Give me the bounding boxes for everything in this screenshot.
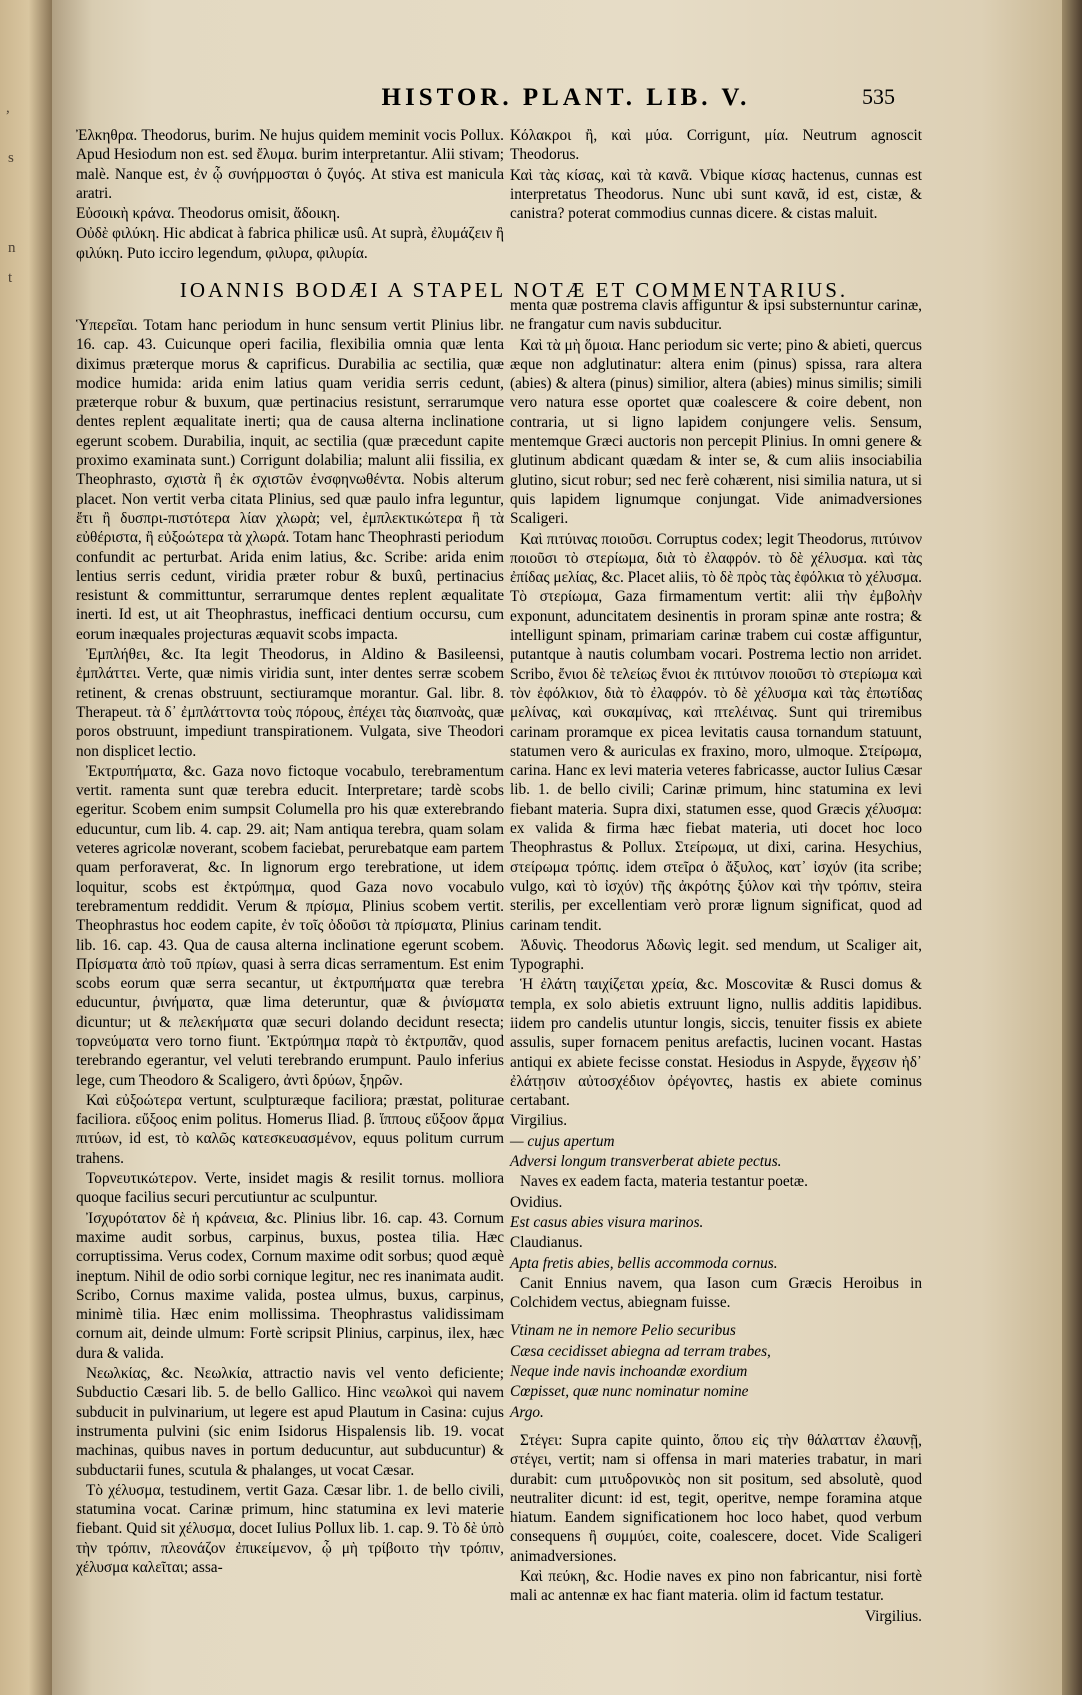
note: Κόλακροι ἢ, καὶ μύα. Corrigunt, μία. Neutrum agnoscit Theodorus. — [510, 127, 922, 164]
commentary-paragraph: Καὶ εὐξοώτερα vertunt, sculpturæque faciliora; præstat, politurae faciliora. εὔξοος enim politus. Homerus Iliad. β. ἵππους εὔξοον ἅρμα πιτύων, id est, τὸ καλῶς κατεσκευασμένον, equus politum currum trahens. — [76, 1091, 504, 1167]
margin-fragment: n — [8, 240, 16, 256]
notes-left-column — [76, 126, 504, 264]
poet-name: Virgilius. — [510, 1112, 568, 1130]
page-number: 535 — [862, 84, 895, 109]
commentary-paragraph: Ἐμπλήθει, &c. Ita legit Theodorus, in Aldino & Basileensi, ἐμπλάττει. Verte, quæ nimis viridia sunt, inter dentes serræ scobem retinent, & crenas obstruunt, sectiuramque morantur. Gal. libr. 8. Therapeut. τὰ δ᾽ ἐμπλάττοντα τοὺς πόρους, ἐπέχει τὰς διαπνοὰς, quæ poros obstruunt, impediunt transpirationem. Vulgata, sive Theodori non displicet lectio. — [76, 646, 504, 760]
verse-line: Adversi longum transverberat abiete pectus. — [510, 1153, 782, 1171]
commentary-paragraph: Καὶ πεύκη, &c. Hodie naves ex pino non fabricantur, nisi fortè mali ac antennæ ex hac fiant materia. olim id factum testatur. — [510, 1568, 922, 1605]
poet-name: Ovidius. — [510, 1193, 563, 1211]
notes-right-column — [510, 126, 922, 224]
commentary-paragraph: Στέγει: Supra capite quinto, ὅπου εἰς τὴν θάλατταν ἐλαυνῇ, στέγει, vertit; nam si offensa in mari materies trabatur, in mari durabit: cum μιτυδρονικὸς non sit positum, sed absolutè, quod neutraliter dicunt: id est, tegit, operitve, nempe foramina atque hiatum. Eandem significationem hoc loco habet, quod verbum consequens ἢ συμμύει, coite, coalescere, docet. Vide Scaligeri animadversiones. — [510, 1431, 922, 1565]
verse-line: Est casus abies visura marinos. — [510, 1213, 704, 1231]
note: Ἐλκηθρα. Theodorus, burim. Ne hujus quidem meminit vocis Pollux. Apud Hesiodum non est. sed ἔλυμα. burim interpretantur. Alii stivam; malè. Nanque est, ἐν ᾧ συνήρμοσται ὁ ζυγός. At stiva est manicula aratri. — [76, 127, 504, 202]
section-heading: IOANNIS BODÆI A STAPEL NOTÆ ET COMMENTARIUS. — [179, 278, 849, 302]
verse-commentary: Canit Ennius navem, qua Iason cum Græcis Heroibus in Colchidem vectus, abiegnam fuisse. — [510, 1274, 922, 1312]
commentary-paragraph: Ἰσχυρότατον δὲ ἡ κράνεια, &c. Plinius libr. 16. cap. 43. Cornum maxime audit sorbus, carpinus, buxus, postea tilia. Hæc corruptissima. Verus codex, Cornum maxime odit sorbus; quod æquè ineptum. Nihil de odio sorbi cornique legitur, nec res inanimata audit. Scribo, Cornus maxime valida, postea ulmus, buxus, carpinus, minimè tilia. Hæc enim mollissima. Theophrastus validissimam cornum ait, deinde ulmum: Fortè scripsit Plinius, carpinus, ilex, hæc dura & valida. — [76, 1209, 504, 1362]
facing-page-edge — [0, 0, 52, 1695]
commentary-paragraph: Καὶ τὰ μὴ ὅμοια. Hanc periodum sic verte; pino & abieti, quercus æque non adglutinatur: altera enim (pinus) spissa, rara altera (abies) & altera (pinus) similior, altera (abies) minus similis; simili vero natura esse oportet quæ coalescere & coire debent, non contraria, ut si ligno lapidem conjungere velis. Sensum, mentemque Græci auctoris non percepit Plinius. In omni genere & glutinum abdicant quædam & inter se, & cum aliis insociabilia glutino, sicut robur; sed nec ferè cohærent, nisi similia natura, ut si quis lapidem lignumque conjungat. Vide animadversiones Scaligeri. — [510, 336, 922, 528]
verse-line: Cœpisset, quæ nunc nominatur nomine — [510, 1383, 749, 1401]
poet-name: Claudianus. — [510, 1234, 583, 1252]
commentary-paragraph: Τορνευτικώτερον. Verte, insidet magis & resilit tornus. molliora quoque facilius securi percutiuntur ac sculpuntur. — [76, 1170, 504, 1207]
margin-fragment: s — [8, 150, 14, 166]
commentary-paragraph: menta quæ postrema clavis affiguntur & ipsi substernuntur carinæ, ne frangatur cum navis subducitur. — [510, 297, 922, 334]
verse-line: Apta fretis abies, bellis accommoda cornus. — [510, 1254, 778, 1272]
running-head: HISTOR. PLANT. LIB. V. — [381, 84, 751, 111]
verse-commentary: Naves ex eadem facta, materia testantur poetæ. — [520, 1173, 808, 1191]
margin-fragment: t — [8, 270, 13, 286]
commentary-right-column — [510, 296, 922, 1627]
verse-line: Vtinam ne in nemore Pelio securibus — [510, 1322, 736, 1340]
commentary-left-column — [76, 316, 504, 1578]
margin-fragment: , — [6, 100, 10, 116]
commentary-paragraph: Ἡ ἐλάτη ταιχίζεται χρεία, &c. Moscovitæ & Rusci domus & templa, ex solo abietis extruunt ligno, nullis additis lapidibus. iidem pro candelis utuntur longis, siccis, tenuiter fissis ex abiete assulis, super fornacem penitus arefactis, lucinen vocant. Hastas antiqui ex abiete fecisse constat. Hesiodus in Aspyde, ἔγχεσιν ἠδ᾽ ἐλάτῃσιν αὐτοσχέδιον ὀρέγοντες, hastis ex abiete cominus certabant. — [510, 976, 922, 1110]
page-edge-shadow — [1062, 0, 1082, 1695]
note: Εὐσοικὴ κράνα. Theodorus omisit, ἄδοικη. — [76, 205, 341, 223]
verse-line: Argo. — [510, 1403, 544, 1421]
note: Καὶ τὰς κίσας, καὶ τὰ κανᾶ. Vbique κίσας hactenus, cunnas est interpretatus Theodorus. Nunc ubi sunt κανᾶ, id est, cistæ, & canistra? poterat commodius cunnas dicere. & cistas maluit. — [510, 166, 922, 223]
commentary-paragraph: Ἐκτρυπήματα, &c. Gaza novo fictoque vocabulo, terebramentum vertit. ramenta sunt quæ terebra educit. Interpretare; tardè scobs egeritur. Scobem enim sumpsit Columella pro his quæ exterebrando educuntur, cum lib. 4. cap. 29. ait; Nam antiqua terebra, quam solam veteres agricolæ noverant, scobem faciebat, perurebatque eam partem quam perforaverat, &c. In lignorum ergo terebratione, ut idem loquitur, scobs est ἐκτρύπημα, quod Gaza novo vocabulo terebramentum reddidit. Verum & πρίσμα, Plinius scobem vertit. Theophrastus hoc eodem capite, ἐν τοῖς ὀδοῦσι τὰ πρίσματα, Plinius lib. 16. cap. 43. Qua de causa alterna inclinatione egerunt scobem. Πρίσματα ἀπὸ τοῦ πρίων, quasi à serra dicas serramentum. Est enim scobs eorum quæ serra secantur, ut ἐκτρυπήματα quæ terebra educuntur, ῥινήματα, quæ lima deteruntur, quæ & ῥινίσματα dicuntur; ut & πελεκήματα quæ securi dolando decidunt resecta; τορνεύματα vero torno fiunt. Ἐκτρύπημα παρὰ τὸ ἐκτρυπᾶν, quod terebrando egerantur, vel veluti terebrando erumpunt. Paulo inferius lege, cum Theodoro & Scaligero, ἀντὶ δρύων, ξηρῶν. — [76, 762, 504, 1089]
commentary-paragraph: Καὶ πιτύινας ποιοῦσι. Corruptus codex; legit Theodorus, πιτύινον ποιοῦσι τὸ στερίωμα, διὰ τὸ ἐλαφρόν. τὸ δὲ χέλυσμα. καὶ τὰς ἐπίδας μελίας, &c. Placet aliis, τὸ δὲ πρὸς τὰς ἐφόλκια τὸ χέλυσμα. Τὸ στερίωμα, Gaza firmamentum vertit: alii τὴν ἐμβολὴν exponunt, aduncitatem desinentis in proram spinæ ante rostra; & intelligunt spinam, primariam carinæ trabem cui costæ affiguntur, putantque à nautis columbam vocari. Postrema lectio non arridet. Scribo, ἔνιοι δὲ τελείως ἔνιοι ἐκ πιτύινον ποιοῦσι τὸ στερίωμα καὶ τὸν ἐφόλκιον, διὰ τὸ ἐλαφρόν. τὸ δὲ χέλυσμα καὶ τὰς ἐπωτίδας μελίνας, καὶ συκαμίνας, καὶ πτελέινας. Sunt qui triremibus carinam proramque ex picea levitatis causa tornandum statuunt, statumen vero & auriculas ex fraxino, moro, ulmoque. Στείρωμα, carina. Hanc ex levi materia veteres fabricasse, auctor Iulius Cæsar lib. 1. de bello civili; Carinæ primum, hinc statumina ex levi fiebant materia. Supra dixi, statumen esse, quod Græcis χέλυσμα: ex valida & firma hæc fiebat materia, uti docet hoc loco Theophrastus & Pollux. Στείρωμα, ut dixi, carina. Hesychius, στείρωμα τρόπις. idem στεῖρα ὁ ἄξυλος, κατ᾽ ἰσχύν (ita scribe; vulgo, καὶ τὸ ἰσχύν) τῆς ἀκρότης ξύλον καὶ τὴν τρόπιν, steira sterilis, per excellentiam verò proræ lignum significat, quod ad carinam tendit. — [510, 530, 922, 934]
verse-line: Cæsa cecidisset abiegna ad terram trabes, — [510, 1342, 771, 1360]
verse-line: — cujus apertum — [510, 1132, 615, 1150]
verse-line: Neque inde navis inchoandæ exordium — [510, 1363, 748, 1381]
commentary-paragraph: Νεωλκίας, &c. Νεωλκία, attractio navis vel vento deficiente; Subductio Cæsari lib. 5. de bello Gallico. Hinc νεωλκοὶ qui navem subducit in pulvinarium, ut legere est apud Plautum in Casina: cujus instrumenta pulvini (sic enim Isidorus Hispalensis lib. 19. vocat machinas, quibus naves in portum deducuntur, aut subducuntur) & subductarii funes, scutula & phalanges, ut vocat Cæsar. — [76, 1365, 504, 1479]
commentary-paragraph: Ὑπερεῖαι. Totam hanc periodum in hunc sensum vertit Plinius libr. 16. cap. 43. Cuicunque operi facilia, flexibilia omnia quæ lenta diximus præterque morus & caprificus. Durabilia ac sectilia, quæ modice humida: arida enim latius quam veridia serris cedunt, præterque robur & buxum, quæ pertinacius resistunt, serrarumque dentes replent æqualitate inerti; qua de causa alterna inclinatione egerunt scobem. Durabilia, inquit, ac sectilia (quæ præcedunt capite proximo examinata sunt.) Corrigunt dolabilia; malunt alii fissilia, ex Theophrasto, σχιστὰ ἢ ἐκ σχιστῶν ἐνσφηνωθέντα. Nobis alterum placet. Non vertit verba citata Plinius, sed quæ paulo infra leguntur, ἔτι ἢ δυσπρι-πιστότερα λίαν χλωρὰ; vel, ἐμπλεκτικώτερα ἢ τὰ εὐθέριστα, ἢ εὐξοώτερα τὰ χλωρά. Totam hanc Theophrasti periodum confundit ac perturbat. Arida enim latius, &c. Scribe: arida enim lentius serris cedunt, viridia præter robur & buxû, pertinacius resistunt & committuntur, serrarumque dentes replent æqualitate inerti. Id est, ut ait Theophrastus, inefficaci dentium occursu, cum eorum inæquales projecturas æquavit scobs impacta. — [76, 317, 504, 643]
commentary-paragraph: Τὸ χέλυσμα, testudinem, vertit Gaza. Cæsar libr. 1. de bello civili, statumina vocat. Carinæ primum, hinc statumina ex levi materie fiebant. Quid sit χέλυσμα, docet Iulius Pollux lib. 1. cap. 9. Τὸ δὲ ὑπὸ τὴν τρόπιν, πλεονάζον ἐπικείμενον, ᾧ μὴ τρίβοιτο τὴν τρόπιν, χέλυσμα καλεῖται; assa- — [76, 1481, 504, 1576]
catchword: Virgilius. — [864, 1607, 922, 1625]
note: Οὐδὲ φιλύκη. Hic abdicat à fabrica philicæ usû. At suprà, ἐλυμάζειν ἢ φιλύκη. Puto icciro legendum, φιλυρα, φιλυρία. — [76, 225, 504, 262]
commentary-paragraph: Ἀδυνὶς. Theodorus Ἀδωνὶς legit. sed mendum, ut Scaliger ait, Typographi. — [510, 936, 922, 974]
